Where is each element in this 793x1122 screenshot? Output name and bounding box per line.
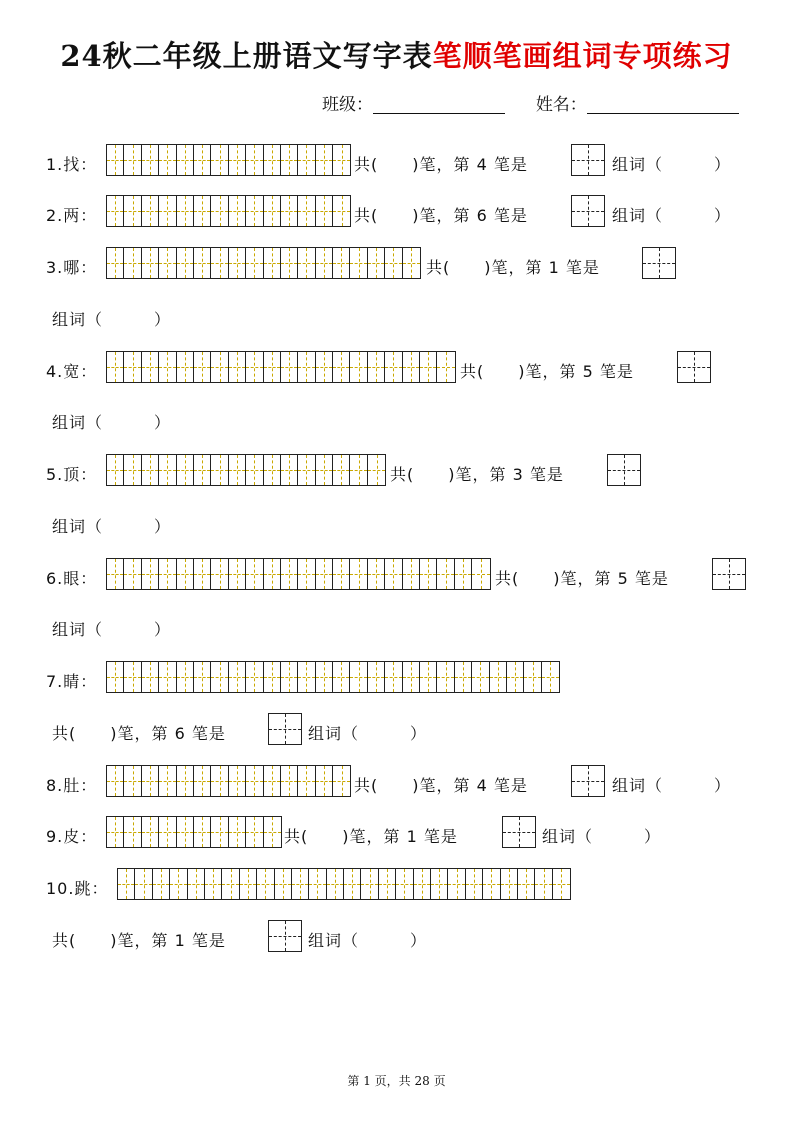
stroke-cell[interactable] — [316, 145, 333, 175]
stroke-cell[interactable] — [264, 817, 281, 847]
stroke-cell[interactable] — [414, 869, 431, 899]
stroke-cell[interactable] — [246, 817, 263, 847]
stroke-grid[interactable] — [106, 816, 282, 848]
stroke-cell[interactable] — [177, 817, 194, 847]
stroke-cell[interactable] — [281, 662, 298, 692]
stroke-cell[interactable] — [142, 196, 159, 226]
stroke-cell[interactable] — [344, 869, 361, 899]
stroke-cell[interactable] — [472, 559, 489, 589]
stroke-cell[interactable] — [159, 145, 176, 175]
stroke-cell[interactable] — [124, 196, 141, 226]
stroke-count-text: 共( )笔，第 5 笔是 — [460, 362, 634, 381]
stroke-cell[interactable] — [205, 869, 222, 899]
stroke-cell[interactable] — [368, 559, 385, 589]
stroke-cell[interactable] — [194, 352, 211, 382]
item-5-word-line — [52, 506, 352, 540]
stroke-cell[interactable] — [350, 352, 367, 382]
stroke-cell[interactable] — [535, 869, 552, 899]
stroke-cell[interactable] — [385, 248, 402, 278]
stroke-cell[interactable] — [472, 662, 489, 692]
stroke-cell[interactable] — [264, 766, 281, 796]
stroke-count-text: 共( )笔，第 3 笔是 — [390, 465, 564, 484]
stroke-cell[interactable] — [194, 559, 211, 589]
stroke-cell[interactable] — [437, 352, 454, 382]
item-label: 6.眼： — [46, 569, 98, 588]
word-text: 组词（ ） — [308, 724, 428, 743]
stroke-cell[interactable] — [142, 455, 159, 485]
word-text: 组词（ ） — [612, 776, 732, 795]
stroke-cell[interactable] — [396, 869, 413, 899]
stroke-cell[interactable] — [501, 869, 518, 899]
item-label: 2.两： — [46, 206, 98, 225]
stroke-cell[interactable] — [455, 559, 472, 589]
stroke-cell[interactable] — [194, 766, 211, 796]
stroke-cell[interactable] — [246, 559, 263, 589]
stroke-cell[interactable] — [333, 455, 350, 485]
stroke-cell[interactable] — [159, 248, 176, 278]
stroke-cell[interactable] — [275, 869, 292, 899]
stroke-cell[interactable] — [124, 766, 141, 796]
stroke-cell[interactable] — [350, 662, 367, 692]
item-6 — [46, 558, 756, 592]
stroke-grid[interactable] — [106, 454, 386, 486]
stroke-cell[interactable] — [188, 869, 205, 899]
stroke-cell[interactable] — [135, 869, 152, 899]
stroke-cell[interactable] — [264, 662, 281, 692]
stroke-cell[interactable] — [298, 352, 315, 382]
stroke-count-text: 共( )笔，第 5 笔是 — [495, 569, 669, 588]
stroke-box[interactable] — [571, 195, 605, 227]
stroke-cell[interactable] — [309, 869, 326, 899]
stroke-cell[interactable] — [229, 455, 246, 485]
stroke-cell[interactable] — [466, 869, 483, 899]
name-blank[interactable] — [587, 95, 739, 114]
item-3-word-line — [52, 299, 352, 333]
stroke-cell[interactable] — [385, 352, 402, 382]
stroke-count-text: 共( )笔，第 6 笔是 — [354, 206, 528, 225]
stroke-grid[interactable] — [117, 868, 571, 900]
stroke-cell[interactable] — [229, 352, 246, 382]
stroke-cell[interactable] — [222, 869, 239, 899]
stroke-cell[interactable] — [316, 455, 333, 485]
stroke-cell[interactable] — [542, 662, 559, 692]
stroke-cell[interactable] — [281, 766, 298, 796]
stroke-grid[interactable] — [106, 558, 491, 590]
stroke-cell[interactable] — [246, 766, 263, 796]
stroke-cell[interactable] — [107, 817, 124, 847]
stroke-cell[interactable] — [124, 817, 141, 847]
stroke-cell[interactable] — [194, 196, 211, 226]
stroke-cell[interactable] — [298, 248, 315, 278]
stroke-cell[interactable] — [350, 559, 367, 589]
stroke-cell[interactable] — [229, 559, 246, 589]
stroke-cell[interactable] — [142, 352, 159, 382]
stroke-cell[interactable] — [107, 196, 124, 226]
stroke-cell[interactable] — [403, 559, 420, 589]
word-text: 组词（ ） — [52, 620, 172, 639]
item-10-count-line — [52, 920, 552, 954]
stroke-cell[interactable] — [281, 559, 298, 589]
item-7-count-line — [52, 713, 552, 747]
item-3 — [46, 247, 756, 281]
stroke-cell[interactable] — [281, 352, 298, 382]
stroke-cell[interactable] — [361, 869, 378, 899]
stroke-cell[interactable] — [211, 766, 228, 796]
stroke-cell[interactable] — [246, 196, 263, 226]
stroke-grid[interactable] — [106, 661, 560, 693]
stroke-cell[interactable] — [292, 869, 309, 899]
item-8 — [46, 765, 756, 799]
stroke-cell[interactable] — [298, 196, 315, 226]
stroke-cell[interactable] — [194, 455, 211, 485]
stroke-cell[interactable] — [350, 248, 367, 278]
stroke-count-text: 共( )笔，第 4 笔是 — [354, 155, 528, 174]
stroke-cell[interactable] — [194, 817, 211, 847]
stroke-grid[interactable] — [106, 144, 351, 176]
word-text: 组词（ ） — [542, 827, 662, 846]
stroke-cell[interactable] — [177, 145, 194, 175]
stroke-cell[interactable] — [194, 145, 211, 175]
stroke-cell[interactable] — [431, 869, 448, 899]
stroke-box[interactable] — [502, 816, 536, 848]
stroke-cell[interactable] — [327, 869, 344, 899]
item-5 — [46, 454, 756, 488]
page-title — [0, 34, 793, 75]
item-label: 3.哪： — [46, 258, 98, 277]
item-2 — [46, 195, 756, 229]
stroke-cell[interactable] — [246, 145, 263, 175]
stroke-cell[interactable] — [124, 455, 141, 485]
stroke-cell[interactable] — [420, 662, 437, 692]
stroke-cell[interactable] — [107, 455, 124, 485]
word-text: 组词（ ） — [52, 517, 172, 536]
item-1 — [46, 144, 756, 178]
stroke-cell[interactable] — [159, 455, 176, 485]
stroke-cell[interactable] — [142, 145, 159, 175]
stroke-cell[interactable] — [379, 869, 396, 899]
stroke-cell[interactable] — [333, 196, 350, 226]
stroke-cell[interactable] — [316, 662, 333, 692]
stroke-cell[interactable] — [316, 766, 333, 796]
student-info — [322, 90, 739, 115]
stroke-cell[interactable] — [177, 559, 194, 589]
stroke-count-text: 共( )笔，第 1 笔是 — [426, 258, 600, 277]
stroke-cell[interactable] — [403, 352, 420, 382]
stroke-cell[interactable] — [170, 869, 187, 899]
stroke-box[interactable] — [677, 351, 711, 383]
stroke-cell[interactable] — [385, 662, 402, 692]
stroke-cell[interactable] — [483, 869, 500, 899]
stroke-box[interactable] — [712, 558, 746, 590]
stroke-cell[interactable] — [246, 455, 263, 485]
stroke-cell[interactable] — [264, 352, 281, 382]
stroke-cell[interactable] — [153, 869, 170, 899]
stroke-cell[interactable] — [333, 766, 350, 796]
stroke-cell[interactable] — [264, 559, 281, 589]
stroke-cell[interactable] — [229, 662, 246, 692]
stroke-grid[interactable] — [106, 765, 351, 797]
stroke-cell[interactable] — [316, 196, 333, 226]
stroke-cell[interactable] — [211, 196, 228, 226]
stroke-cell[interactable] — [333, 559, 350, 589]
stroke-cell[interactable] — [142, 248, 159, 278]
item-7 — [46, 661, 756, 695]
stroke-cell[interactable] — [246, 662, 263, 692]
stroke-cell[interactable] — [281, 455, 298, 485]
stroke-cell[interactable] — [107, 352, 124, 382]
stroke-cell[interactable] — [246, 352, 263, 382]
stroke-cell[interactable] — [368, 455, 385, 485]
stroke-cell[interactable] — [298, 662, 315, 692]
stroke-cell[interactable] — [420, 352, 437, 382]
stroke-cell[interactable] — [107, 766, 124, 796]
stroke-cell[interactable] — [448, 869, 465, 899]
stroke-grid[interactable] — [106, 247, 421, 279]
stroke-cell[interactable] — [159, 766, 176, 796]
stroke-cell[interactable] — [298, 766, 315, 796]
class-label: 班级： — [322, 95, 373, 115]
stroke-cell[interactable] — [124, 248, 141, 278]
stroke-cell[interactable] — [211, 352, 228, 382]
word-text: 组词（ ） — [52, 310, 172, 329]
item-label: 1.找： — [46, 155, 98, 174]
stroke-cell[interactable] — [403, 662, 420, 692]
stroke-count-text: 共( )笔，第 1 笔是 — [52, 931, 226, 950]
stroke-count-text: 共( )笔，第 1 笔是 — [284, 827, 458, 846]
stroke-cell[interactable] — [385, 559, 402, 589]
stroke-cell[interactable] — [368, 662, 385, 692]
stroke-cell[interactable] — [240, 869, 257, 899]
stroke-cell[interactable] — [524, 662, 541, 692]
stroke-grid[interactable] — [106, 351, 456, 383]
stroke-cell[interactable] — [177, 248, 194, 278]
word-text: 组词（ ） — [308, 931, 428, 950]
item-10 — [46, 868, 756, 902]
stroke-cell[interactable] — [281, 248, 298, 278]
stroke-cell[interactable] — [177, 455, 194, 485]
stroke-count-text: 共( )笔，第 4 笔是 — [354, 776, 528, 795]
stroke-cell[interactable] — [194, 662, 211, 692]
stroke-cell[interactable] — [437, 662, 454, 692]
stroke-cell[interactable] — [159, 817, 176, 847]
stroke-cell[interactable] — [437, 559, 454, 589]
stroke-cell[interactable] — [368, 352, 385, 382]
stroke-cell[interactable] — [316, 559, 333, 589]
stroke-cell[interactable] — [194, 248, 211, 278]
class-blank[interactable] — [373, 95, 505, 114]
stroke-cell[interactable] — [118, 869, 135, 899]
stroke-cell[interactable] — [159, 196, 176, 226]
stroke-cell[interactable] — [159, 352, 176, 382]
stroke-cell[interactable] — [211, 559, 228, 589]
stroke-cell[interactable] — [159, 662, 176, 692]
stroke-box[interactable] — [607, 454, 641, 486]
item-label: 5.顶： — [46, 465, 98, 484]
stroke-count-text: 共( )笔，第 6 笔是 — [52, 724, 226, 743]
stroke-cell[interactable] — [229, 766, 246, 796]
stroke-box[interactable] — [571, 144, 605, 176]
stroke-cell[interactable] — [177, 352, 194, 382]
stroke-cell[interactable] — [455, 662, 472, 692]
item-label: 7.睛： — [46, 672, 98, 691]
stroke-cell[interactable] — [298, 559, 315, 589]
stroke-box[interactable] — [642, 247, 676, 279]
stroke-cell[interactable] — [124, 662, 141, 692]
stroke-cell[interactable] — [177, 662, 194, 692]
item-4-word-line — [52, 402, 352, 436]
stroke-cell[interactable] — [507, 662, 524, 692]
stroke-box[interactable] — [268, 920, 302, 952]
word-text: 组词（ ） — [612, 206, 732, 225]
item-label: 8.肚： — [46, 776, 98, 795]
stroke-cell[interactable] — [229, 248, 246, 278]
stroke-cell[interactable] — [264, 196, 281, 226]
stroke-cell[interactable] — [107, 248, 124, 278]
item-6-word-line — [52, 609, 352, 643]
stroke-cell[interactable] — [298, 145, 315, 175]
stroke-cell[interactable] — [124, 559, 141, 589]
stroke-cell[interactable] — [281, 196, 298, 226]
stroke-cell[interactable] — [142, 817, 159, 847]
stroke-grid[interactable] — [106, 195, 351, 227]
stroke-cell[interactable] — [211, 817, 228, 847]
stroke-cell[interactable] — [177, 196, 194, 226]
stroke-cell[interactable] — [368, 248, 385, 278]
word-text: 组词（ ） — [612, 155, 732, 174]
stroke-box[interactable] — [571, 765, 605, 797]
stroke-cell[interactable] — [124, 145, 141, 175]
stroke-cell[interactable] — [333, 662, 350, 692]
stroke-cell[interactable] — [264, 455, 281, 485]
stroke-cell[interactable] — [229, 817, 246, 847]
stroke-cell[interactable] — [211, 248, 228, 278]
stroke-cell[interactable] — [316, 352, 333, 382]
stroke-cell[interactable] — [403, 248, 420, 278]
stroke-cell[interactable] — [316, 248, 333, 278]
stroke-cell[interactable] — [246, 248, 263, 278]
stroke-cell[interactable] — [107, 662, 124, 692]
stroke-cell[interactable] — [107, 559, 124, 589]
stroke-cell[interactable] — [159, 559, 176, 589]
stroke-cell[interactable] — [264, 248, 281, 278]
stroke-cell[interactable] — [553, 869, 570, 899]
stroke-cell[interactable] — [333, 352, 350, 382]
stroke-box[interactable] — [268, 713, 302, 745]
name-label: 姓名： — [535, 95, 587, 115]
stroke-cell[interactable] — [124, 352, 141, 382]
stroke-cell[interactable] — [229, 196, 246, 226]
stroke-cell[interactable] — [257, 869, 274, 899]
item-label: 10.跳： — [46, 879, 109, 898]
stroke-cell[interactable] — [229, 145, 246, 175]
title-black: 24秋二年级上册语文写字表 — [60, 39, 433, 73]
stroke-cell[interactable] — [281, 145, 298, 175]
stroke-cell[interactable] — [211, 455, 228, 485]
stroke-cell[interactable] — [142, 766, 159, 796]
stroke-cell[interactable] — [333, 145, 350, 175]
stroke-cell[interactable] — [142, 559, 159, 589]
stroke-cell[interactable] — [264, 145, 281, 175]
item-label: 4.宽： — [46, 362, 98, 381]
word-text: 组词（ ） — [52, 413, 172, 432]
stroke-cell[interactable] — [142, 662, 159, 692]
stroke-cell[interactable] — [350, 455, 367, 485]
stroke-cell[interactable] — [107, 145, 124, 175]
stroke-cell[interactable] — [518, 869, 535, 899]
stroke-cell[interactable] — [211, 145, 228, 175]
item-label: 9.皮： — [46, 827, 98, 846]
stroke-cell[interactable] — [420, 559, 437, 589]
stroke-cell[interactable] — [177, 766, 194, 796]
stroke-cell[interactable] — [211, 662, 228, 692]
stroke-cell[interactable] — [333, 248, 350, 278]
item-4 — [46, 351, 756, 385]
stroke-cell[interactable] — [298, 455, 315, 485]
title-red: 笔顺笔画组词专项练习 — [432, 39, 733, 73]
item-9 — [46, 816, 756, 850]
stroke-cell[interactable] — [490, 662, 507, 692]
page-footer: 第 1 页，共 28 页 — [347, 1074, 446, 1088]
